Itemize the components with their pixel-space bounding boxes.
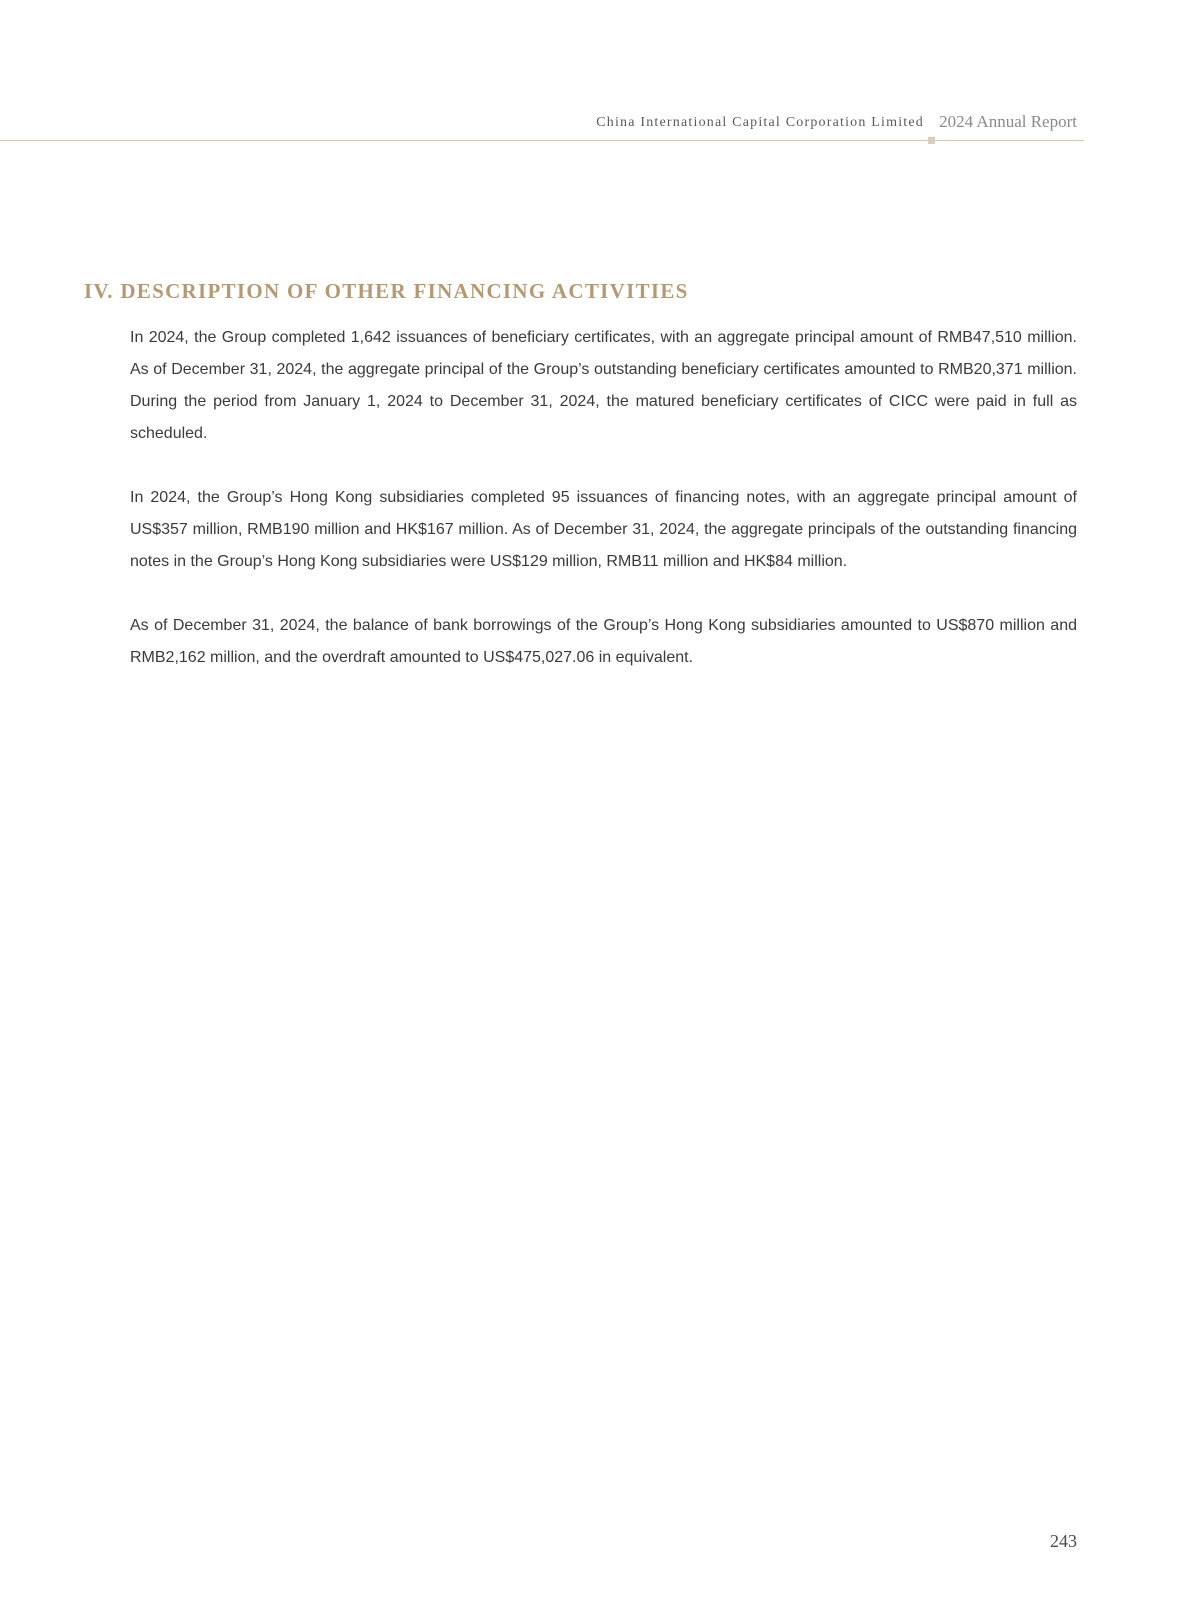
section-body [130, 322, 1077, 706]
page-header [0, 108, 1084, 142]
section-title: IV. DESCRIPTION OF OTHER FINANCING ACTIVITIES [84, 279, 689, 303]
header-marker [928, 137, 935, 144]
header-report-title: 2024 Annual Report [939, 112, 1077, 131]
paragraph-bank-borrowings: As of December 31, 2024, the balance of bank borrowings of the Group’s Hong Kong subsidiaries amounted to US$870 million and RMB2,162 million, and the overdraft amounted to US$475,027.06 in equivalent. [130, 617, 1077, 666]
header-company-name: China International Capital Corporation Limited [596, 115, 924, 130]
header-divider [0, 140, 1084, 141]
paragraph-financing-notes: In 2024, the Group’s Hong Kong subsidiaries completed 95 issuances of financing notes, with an aggregate principal amount of US$357 million, RMB190 million and HK$167 million. As of December 31, 2024, the aggregate principals of the outstanding financing notes in the Group’s Hong Kong subsidiaries were US$129 million, RMB11 million and HK$84 million. [130, 489, 1077, 570]
paragraph-beneficiary-certificates: In 2024, the Group completed 1,642 issuances of beneficiary certificates, with an aggregate principal amount of RMB47,510 million. As of December 31, 2024, the aggregate principal of the Group’s outstanding beneficiary certificates amounted to RMB20,371 million. During the period from January 1, 2024 to December 31, 2024, the matured beneficiary certificates of CICC were paid in full as scheduled. [130, 329, 1077, 442]
page-number: 243 [1050, 1531, 1077, 1551]
